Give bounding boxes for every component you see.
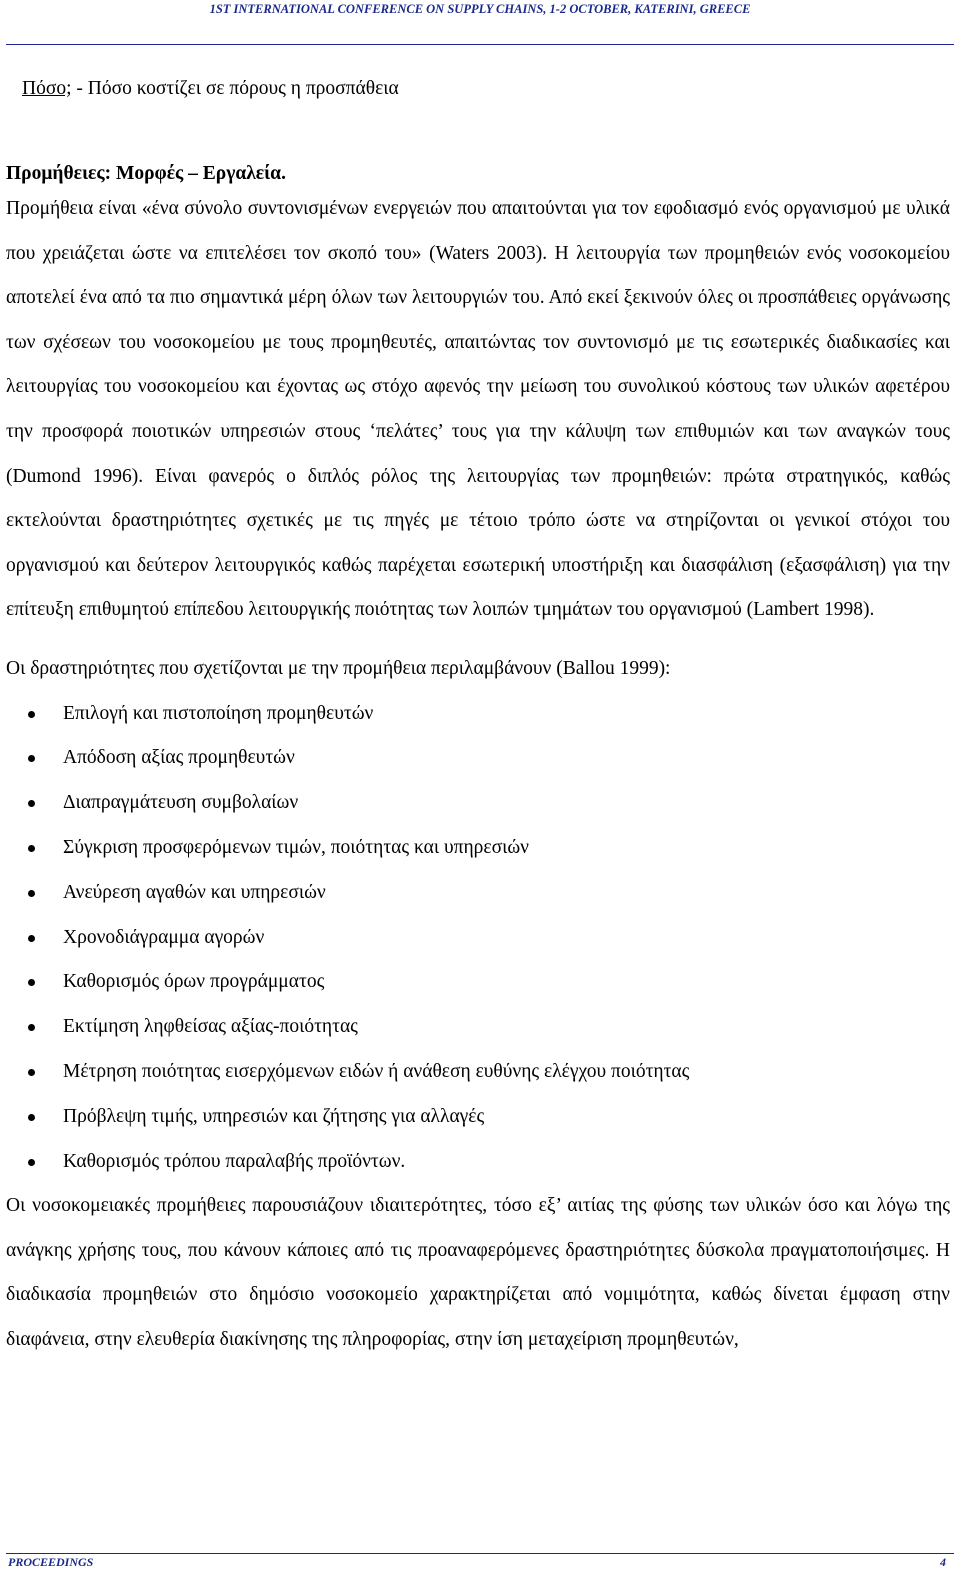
list-item-text: Σύγκριση προσφερόμενων τιμών, ποιότητας και υπηρεσιών (63, 836, 529, 858)
list-item (6, 1050, 950, 1095)
bullet-icon (28, 1069, 35, 1076)
footer-label: PROCEEDINGS (8, 1555, 94, 1569)
intro-line (22, 76, 950, 102)
bullet-icon (28, 845, 35, 852)
header-rule (6, 44, 954, 45)
paragraph-procurement-definition: Προμήθεια είναι «ένα σύνολο συντονισμένων ενεργειών που απαιτούνται για τον εφοδιασμό ενός οργανισμού με υλικά που χρειάζεται ώστε να επιτελέσει τον σκοπό του» (Waters 2003). Η λειτουργία των προμηθειών ενός νοσοκομείου αποτελεί ένα από τα πιο σημαντικά μέρη όλων των λειτουργιών του. Από εκεί ξεκινούν όλες οι προσπάθειες οργάνωσης των σχέσεων του νοσοκομείου με τους προμηθευτές, απαιτώντας τον συντονισμό με τις εσωτερικές διαδικασίες και λειτουργίας του νοσοκομείου και έχοντας ως στόχο αφενός την μείωση του συνολικού κόστους των υλικών αφετέρου την προσφορά ποιοτικών υπηρεσιών στους ‘πελάτες’ τους για την κάλυψη των επιθυμιών και των αναγκών τους (Dumond 1996). Είναι φανερός ο διπλός ρόλος της λειτουργίας των προμηθειών: πρώτα στρατηγικός, καθώς εκτελούνται δραστηριότητες σχετικές με τις πηγές με τέτοιο τρόπο ώστε να στηρίζονται οι γενικοί στόχοι του οργανισμού και δεύτερον λειτουργικός καθώς παρέχεται εσωτερική υποστήριξη και διασφάλιση (εξασφάλιση) για την επίτευξη επιθυμητού επίπεδου λειτουργικής ποιότητας των λοιπών τμημάτων του οργανισμού (Lambert 1998). (6, 198, 950, 621)
bullet-icon (28, 935, 35, 942)
bullet-icon (28, 755, 35, 762)
page-header: 1ST INTERNATIONAL CONFERENCE ON SUPPLY CHAINS, 1-2 OCTOBER, KATERINI, GREECE (209, 2, 751, 16)
list-item (6, 871, 950, 916)
list-item-text: Πρόβλεψη τιμής, υπηρεσιών και ζήτησης για αλλαγές (63, 1105, 485, 1127)
list-item (6, 916, 950, 961)
intro-rest: - Πόσο κοστίζει σε πόρους η προσπάθεια (71, 78, 399, 99)
list-item-text: Καθορισμός όρων προγράμματος (63, 971, 325, 993)
page-content (6, 66, 950, 1363)
list-item-text: Καθορισμός τρόπου παραλαβής προϊόντων. (63, 1150, 406, 1172)
list-item-text: Ανεύρεση αγαθών και υπηρεσιών (63, 881, 326, 903)
list-intro: Οι δραστηριότητες που σχετίζονται με την προμήθεια περιλαμβάνουν (Ballou 1999): (6, 657, 671, 679)
list-item (6, 1095, 950, 1140)
list-item-text: Διαπραγμάτευση συμβολαίων (63, 792, 299, 814)
list-item (6, 826, 950, 871)
list-item (6, 1140, 950, 1185)
list-item (6, 736, 950, 781)
footer-rule (6, 1553, 954, 1554)
page-number: 4 (940, 1555, 946, 1569)
paragraph-hospital-procurement: Οι νοσοκομειακές προμήθειες παρουσιάζουν ιδιαιτερότητες, τόσο εξ’ αιτίας της φύσης των υλικών όσο και λόγω της ανάγκης χρήσης τους, που κάνουν κάποιες από τις προαναφερόμενες δραστηριότητες δύσκολα πραγματοποιήσιμες. Η διαδικασία προμηθειών στο δημόσιο νοσοκομείο χαρακτηρίζεται από νομιμότητα, καθώς δίνεται έμφαση στην διαφάνεια, στην ελευθερία διακίνησης της πληροφορίας, στην ίση μεταχείριση προμηθευτών, (6, 1195, 950, 1351)
list-item-text: Μέτρηση ποιότητας εισερχόμενων ειδών ή ανάθεση ευθύνης ελέγχου ποιότητας (63, 1060, 690, 1082)
list-item-text: Επιλογή και πιστοποίηση προμηθευτών (63, 702, 374, 724)
bullet-icon (28, 1114, 35, 1121)
list-item-text: Χρονοδιάγραμμα αγορών (63, 926, 265, 948)
list-item (6, 1005, 950, 1050)
bullet-icon (28, 890, 35, 897)
bullet-icon (28, 1024, 35, 1031)
list-item (6, 960, 950, 1005)
bullet-icon (28, 711, 35, 718)
bullet-icon (28, 800, 35, 807)
list-item (6, 692, 950, 737)
bullet-icon (28, 979, 35, 986)
intro-underlined: Πόσο; (22, 78, 72, 99)
list-item-text: Απόδοση αξίας προμηθευτών (63, 747, 295, 769)
list-item (6, 781, 950, 826)
activities-list (6, 692, 950, 1185)
bullet-icon (28, 1159, 35, 1166)
section-heading: Προμήθειες: Μορφές – Εργαλεία. (6, 163, 286, 184)
list-item-text: Εκτίμηση ληφθείσας αξίας-ποιότητας (63, 1016, 358, 1038)
